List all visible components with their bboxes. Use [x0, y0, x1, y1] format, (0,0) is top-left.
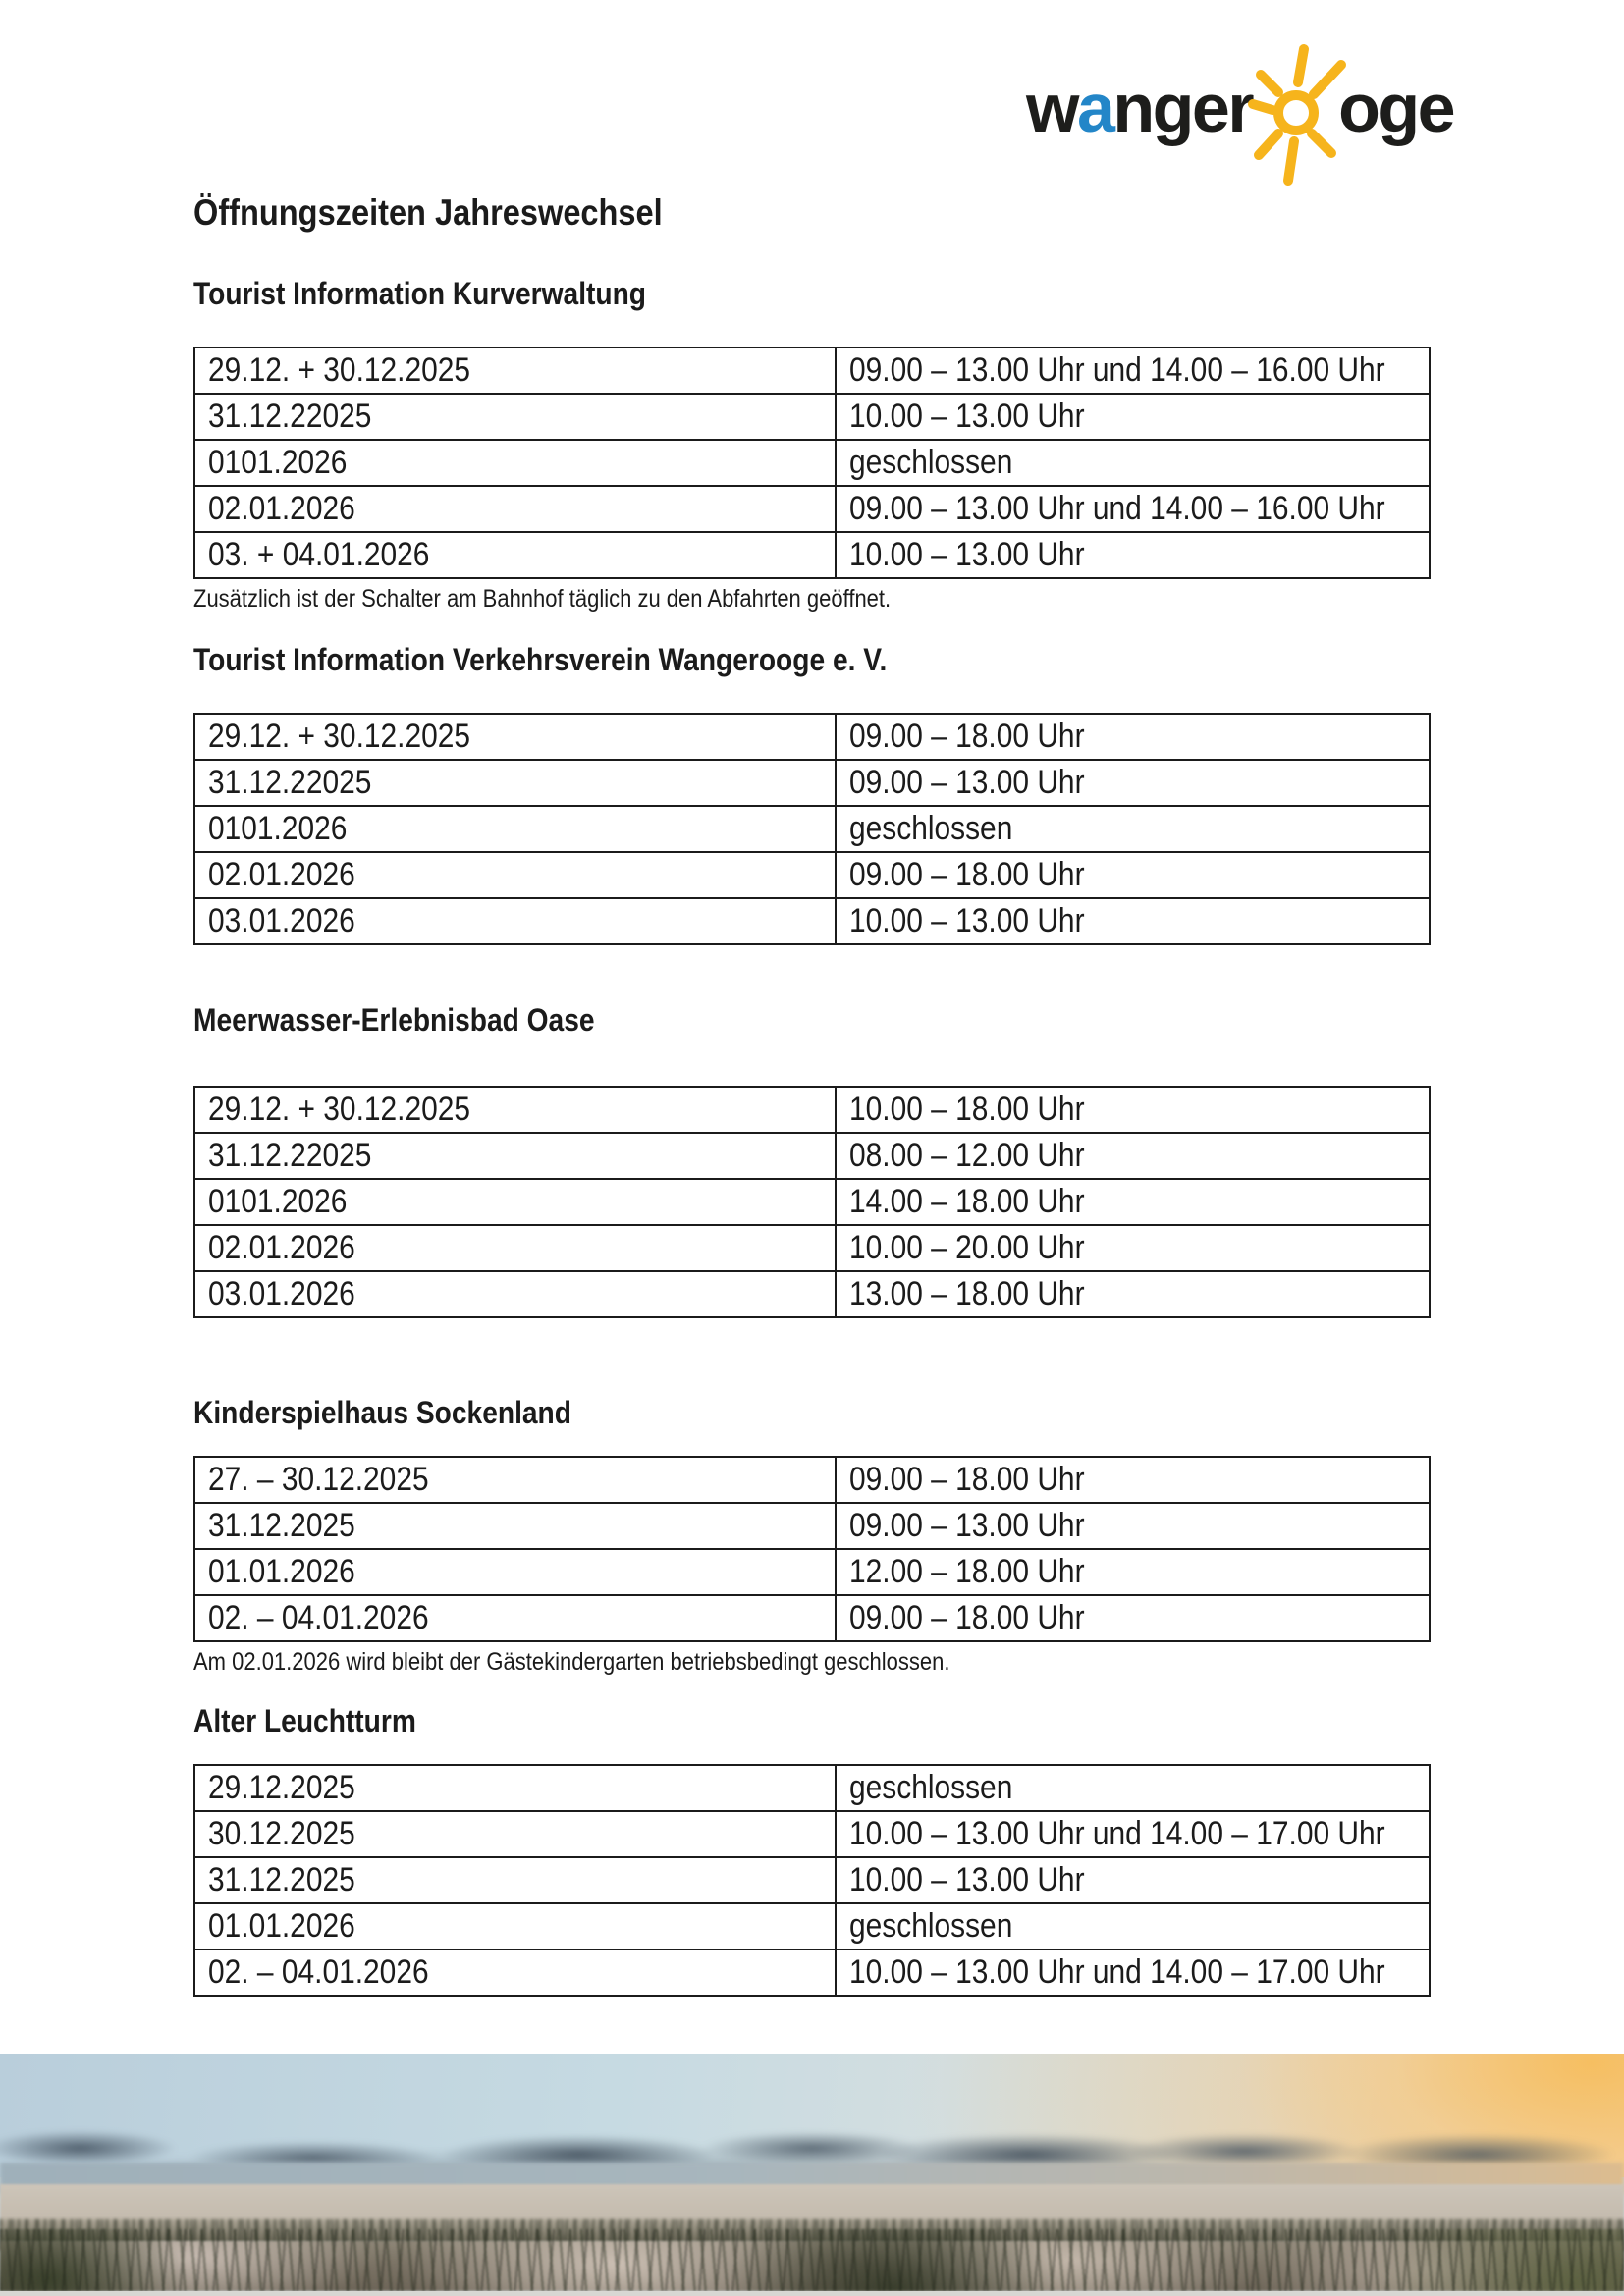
table-row: [194, 1549, 1430, 1595]
date-cell: 0101.2026: [194, 440, 836, 486]
beach-panorama-photo: [0, 2054, 1624, 2291]
logo-letter-w: w: [1026, 70, 1077, 146]
logo-letter-a-blue: a: [1076, 70, 1113, 146]
date-cell: 02.01.2026: [194, 1225, 836, 1271]
date-cell: 31.12.22025: [194, 394, 836, 440]
date-cell: 02.01.2026: [194, 486, 836, 532]
section-heading: Kinderspielhaus Sockenland: [193, 1395, 571, 1430]
date-cell: 31.12.22025: [194, 1133, 836, 1179]
hours-cell: 10.00 – 13.00 Uhr: [836, 898, 1430, 944]
table-row: [194, 1457, 1430, 1503]
table-row: [194, 1949, 1430, 1996]
date-cell: 29.12. + 30.12.2025: [194, 347, 836, 394]
section-heading: Meerwasser-Erlebnisbad Oase: [193, 1002, 595, 1038]
date-cell: 0101.2026: [194, 806, 836, 852]
date-cell: 27. – 30.12.2025: [194, 1457, 836, 1503]
hours-cell: 10.00 – 13.00 Uhr und 14.00 – 17.00 Uhr: [836, 1949, 1430, 1996]
hours-cell: 10.00 – 13.00 Uhr und 14.00 – 17.00 Uhr: [836, 1811, 1430, 1857]
table-row: [194, 486, 1430, 532]
page-title: Öffnungszeiten Jahreswechsel: [193, 192, 663, 233]
table-row: [194, 1765, 1430, 1811]
logo-letters-nger: nger: [1112, 70, 1253, 146]
date-cell: 31.12.2025: [194, 1503, 836, 1549]
hours-cell: 08.00 – 12.00 Uhr: [836, 1133, 1430, 1179]
opening-hours-table: [193, 1456, 1431, 1642]
section-3: [193, 1004, 1431, 1318]
hours-cell: 10.00 – 13.00 Uhr: [836, 394, 1430, 440]
hours-cell: 13.00 – 18.00 Uhr: [836, 1271, 1430, 1317]
date-cell: 02.01.2026: [194, 852, 836, 898]
section-4: [193, 1397, 1431, 1676]
table-row: [194, 440, 1430, 486]
date-cell: 29.12.2025: [194, 1765, 836, 1811]
table-row: [194, 714, 1430, 760]
date-cell: 01.01.2026: [194, 1549, 836, 1595]
date-cell: 03. + 04.01.2026: [194, 532, 836, 578]
date-cell: 30.12.2025: [194, 1811, 836, 1857]
hours-cell: 09.00 – 13.00 Uhr: [836, 1503, 1430, 1549]
section-5: [193, 1705, 1431, 1997]
hours-cell: geschlossen: [836, 1903, 1430, 1949]
hours-cell: 10.00 – 18.00 Uhr: [836, 1087, 1430, 1133]
date-cell: 31.12.22025: [194, 760, 836, 806]
hours-cell: 10.00 – 13.00 Uhr: [836, 1857, 1430, 1903]
date-cell: 02. – 04.01.2026: [194, 1949, 836, 1996]
photo-grass-tufts: [0, 2229, 1624, 2291]
page-bottom-edge: [0, 2291, 1624, 2296]
opening-hours-table: [193, 1086, 1431, 1318]
opening-hours-table: [193, 347, 1431, 579]
opening-hours-table: [193, 1764, 1431, 1997]
table-row: [194, 852, 1430, 898]
table-row: [194, 1179, 1430, 1225]
table-row: [194, 1503, 1430, 1549]
section-heading: Alter Leuchtturm: [193, 1703, 416, 1738]
section-heading: Tourist Information Kurverwaltung: [193, 276, 646, 311]
date-cell: 02. – 04.01.2026: [194, 1595, 836, 1641]
hours-cell: geschlossen: [836, 440, 1430, 486]
hours-cell: 09.00 – 18.00 Uhr: [836, 1595, 1430, 1641]
table-row: [194, 1271, 1430, 1317]
table-row: [194, 898, 1430, 944]
hours-cell: 09.00 – 18.00 Uhr: [836, 714, 1430, 760]
hours-cell: 09.00 – 13.00 Uhr und 14.00 – 16.00 Uhr: [836, 347, 1430, 394]
section-1: [193, 278, 1431, 613]
hours-cell: 12.00 – 18.00 Uhr: [836, 1549, 1430, 1595]
hours-cell: 09.00 – 13.00 Uhr: [836, 760, 1430, 806]
hours-cell: 10.00 – 13.00 Uhr: [836, 532, 1430, 578]
table-row: [194, 1903, 1430, 1949]
table-row: [194, 806, 1430, 852]
hours-cell: 09.00 – 18.00 Uhr: [836, 1457, 1430, 1503]
date-cell: 03.01.2026: [194, 1271, 836, 1317]
table-row: [194, 394, 1430, 440]
table-row: [194, 1595, 1430, 1641]
hours-cell: geschlossen: [836, 806, 1430, 852]
section-heading: Tourist Information Verkehrsverein Wangerooge e. V.: [193, 642, 888, 677]
table-row: [194, 1225, 1430, 1271]
date-cell: 31.12.2025: [194, 1857, 836, 1903]
date-cell: 29.12. + 30.12.2025: [194, 714, 836, 760]
hours-cell: 10.00 – 20.00 Uhr: [836, 1225, 1430, 1271]
table-row: [194, 1133, 1430, 1179]
date-cell: 29.12. + 30.12.2025: [194, 1087, 836, 1133]
opening-hours-table: [193, 713, 1431, 945]
hours-cell: 09.00 – 13.00 Uhr und 14.00 – 16.00 Uhr: [836, 486, 1430, 532]
section-note: Am 02.01.2026 wird bleibt der Gästekindergarten betriebsbedingt geschlossen.: [193, 1648, 950, 1676]
date-cell: 01.01.2026: [194, 1903, 836, 1949]
hours-cell: 09.00 – 18.00 Uhr: [836, 852, 1430, 898]
section-2: [193, 644, 1431, 945]
table-row: [194, 1087, 1430, 1133]
table-row: [194, 1811, 1430, 1857]
logo-letters-oge: oge: [1338, 70, 1454, 146]
date-cell: 0101.2026: [194, 1179, 836, 1225]
table-row: [194, 760, 1430, 806]
hours-cell: geschlossen: [836, 1765, 1430, 1811]
content-column: [193, 0, 1431, 1997]
date-cell: 03.01.2026: [194, 898, 836, 944]
hours-cell: 14.00 – 18.00 Uhr: [836, 1179, 1430, 1225]
section-note: Zusätzlich ist der Schalter am Bahnhof täglich zu den Abfahrten geöffnet.: [193, 585, 892, 613]
table-row: [194, 532, 1430, 578]
table-row: [194, 347, 1430, 394]
table-row: [194, 1857, 1430, 1903]
sections: [193, 278, 1431, 1997]
